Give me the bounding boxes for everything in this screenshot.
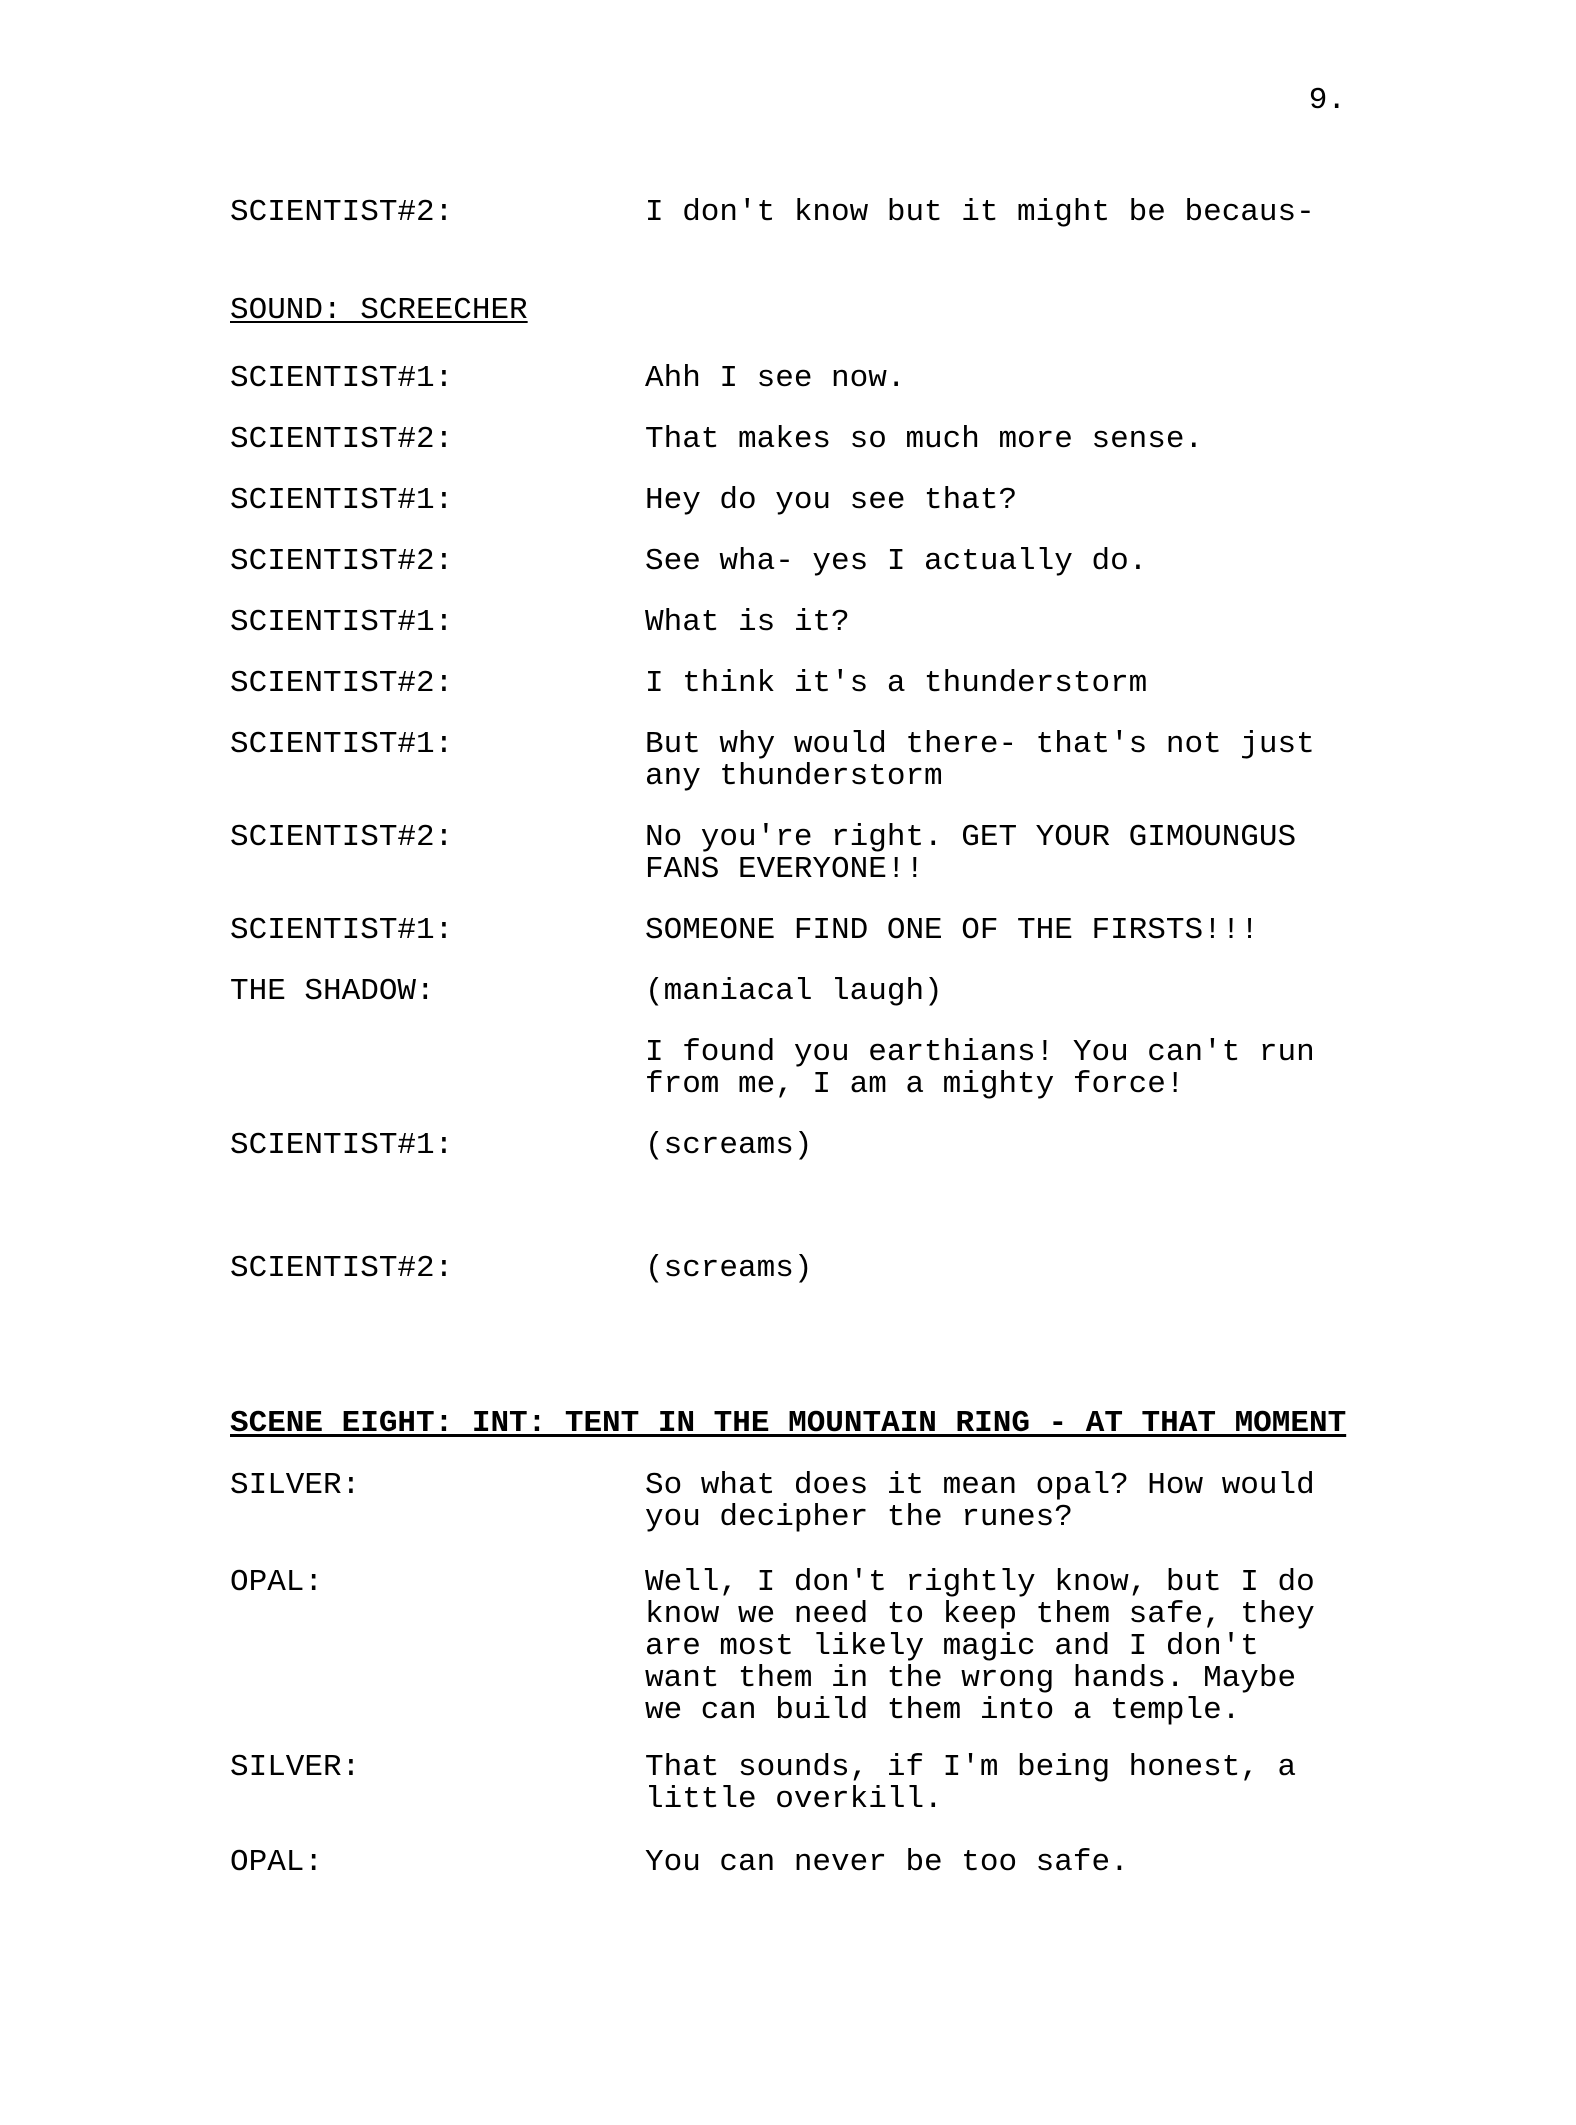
dialogue-block	[230, 822, 1346, 886]
speaker-name: SILVER:	[230, 1468, 361, 1503]
dialogue-text: That sounds, if I'm being honest, a little overkill.	[645, 1750, 1297, 1817]
dialogue-block	[230, 546, 1346, 578]
speaker-name: SCIENTIST#2:	[230, 666, 454, 701]
dialogue-text: (screams)	[645, 1251, 813, 1286]
dialogue-block	[230, 1130, 1346, 1162]
dialogue-text: So what does it mean opal? How would you decipher the runes?	[645, 1468, 1315, 1535]
dialogue-block	[230, 976, 1346, 1008]
dialogue-text: (maniacal laugh)	[645, 974, 943, 1009]
dialogue-text: Hey do you see that?	[645, 483, 1018, 518]
speaker-name: SCIENTIST#1:	[230, 913, 454, 948]
dialogue-text: I think it's a thunderstorm	[645, 666, 1148, 701]
dialogue-block	[230, 197, 1346, 229]
dialogue-text: No you're right. GET YOUR GIMOUNGUS FANS EVERYONE!!	[645, 820, 1297, 887]
dialogue-text: I found you earthians! You can't run from me, I am a mighty force!	[645, 1035, 1315, 1102]
dialogue-block	[230, 729, 1346, 793]
dialogue-block	[230, 915, 1346, 947]
dialogue-block	[230, 668, 1346, 700]
speaker-name: SCIENTIST#2:	[230, 195, 454, 230]
speaker-name: SCIENTIST#1:	[230, 483, 454, 518]
dialogue-text: But why would there- that's not just any thunderstorm	[645, 727, 1315, 794]
speaker-name: SCIENTIST#2:	[230, 820, 454, 855]
dialogue-text: That makes so much more sense.	[645, 422, 1204, 457]
dialogue-block	[230, 607, 1346, 639]
dialogue-block	[230, 363, 1346, 395]
dialogue-block	[230, 1567, 1346, 1727]
speaker-name: SCIENTIST#1:	[230, 727, 454, 762]
dialogue-block	[230, 1470, 1346, 1534]
speaker-name: OPAL:	[230, 1845, 324, 1880]
speaker-name: SCIENTIST#2:	[230, 422, 454, 457]
scene-heading-block	[230, 1408, 1346, 1440]
speaker-name: SCIENTIST#1:	[230, 605, 454, 640]
dialogue-continuation-block	[230, 1037, 1346, 1101]
dialogue-text: See wha- yes I actually do.	[645, 544, 1148, 579]
speaker-name: SCIENTIST#2:	[230, 1251, 454, 1286]
speaker-name: THE SHADOW:	[230, 974, 435, 1009]
dialogue-text: You can never be too safe.	[645, 1845, 1129, 1880]
dialogue-block	[230, 485, 1346, 517]
dialogue-block	[230, 424, 1346, 456]
speaker-name: SCIENTIST#1:	[230, 361, 454, 396]
dialogue-block	[230, 1752, 1346, 1816]
dialogue-block	[230, 1253, 1346, 1285]
sound-cue: SOUND: SCREECHER	[230, 293, 528, 328]
dialogue-text: What is it?	[645, 605, 850, 640]
sound-cue-block	[230, 295, 1346, 327]
dialogue-text: Well, I don't rightly know, but I do know we need to keep them safe, they are most likely magic and I don't want them in the wrong hands. Maybe we can build them into a temple.	[645, 1565, 1315, 1728]
dialogue-text: I don't know but it might be becaus-	[645, 195, 1315, 230]
scene-heading: SCENE EIGHT: INT: TENT IN THE MOUNTAIN RING - AT THAT MOMENT	[230, 1406, 1347, 1441]
dialogue-text: Ahh I see now.	[645, 361, 906, 396]
dialogue-text: (screams)	[645, 1128, 813, 1163]
dialogue-block	[230, 1847, 1346, 1879]
speaker-name: SCIENTIST#1:	[230, 1128, 454, 1163]
speaker-name: OPAL:	[230, 1565, 324, 1600]
speaker-name: SILVER:	[230, 1750, 361, 1785]
page-number: 9.	[1308, 83, 1346, 118]
speaker-name: SCIENTIST#2:	[230, 544, 454, 579]
dialogue-text: SOMEONE FIND ONE OF THE FIRSTS!!!	[645, 913, 1259, 948]
